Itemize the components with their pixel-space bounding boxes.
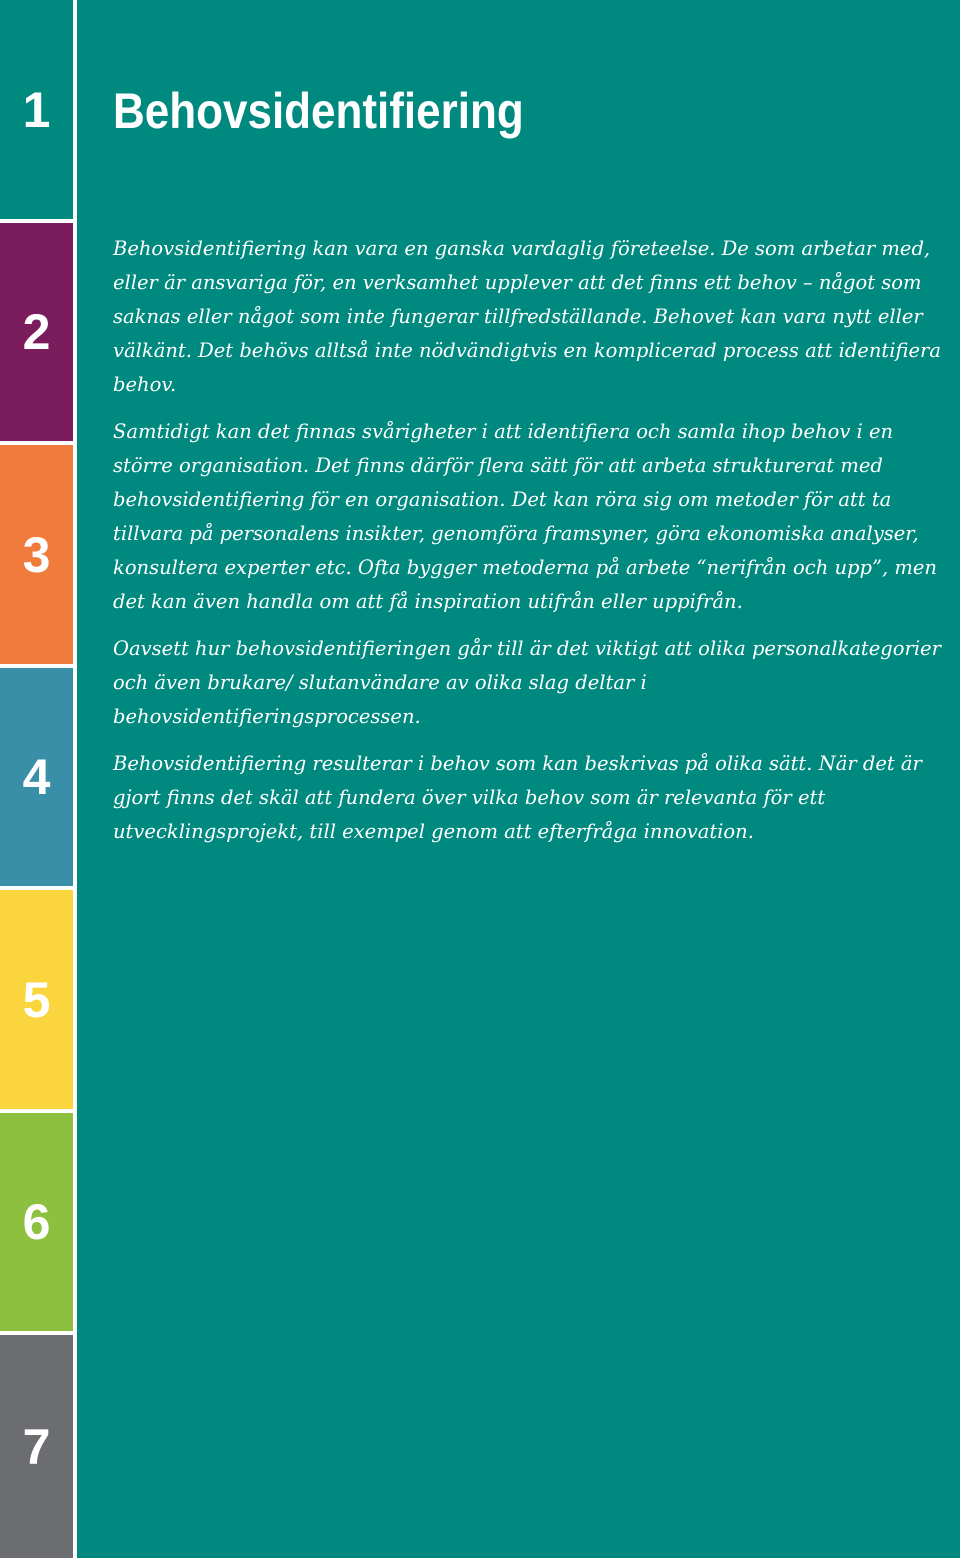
chapter-tabs [0, 0, 73, 1558]
chapter-content [77, 0, 960, 1558]
body-text [113, 232, 955, 862]
chapter-tab-2[interactable]: 2 [0, 223, 73, 441]
chapter-tab-3[interactable]: 3 [0, 445, 73, 664]
chapter-tab-5[interactable]: 5 [0, 890, 73, 1109]
chapter-tab-7[interactable]: 7 [0, 1335, 73, 1558]
paragraph: Behovsidentifiering kan vara en ganska vardaglig företeelse. De som arbetar med, eller är ansvariga för, en verksamhet upplever att det finns ett behov – något som saknas eller något som inte fungerar tillfredställande. Behovet kan vara nytt eller välkänt. Det behövs alltså inte nödvändigtvis en komplicerad process att identifiera behov. [113, 237, 941, 396]
paragraph: Behovsidentifiering resulterar i behov som kan beskrivas på olika sätt. När det är gjort finns det skäl att fundera över vilka behov som är relevanta för ett utvecklingsprojekt, till exempel genom att efterfråga innovation. [113, 752, 922, 843]
chapter-tab-4[interactable]: 4 [0, 668, 73, 886]
paragraph: Samtidigt kan det finnas svårigheter i att identifiera och samla ihop behov i en större organisation. Det finns därför flera sätt för att arbeta strukturerat med behovsidentifiering för en organisation. Det kan röra sig om metoder för att ta tillvara på personalens insikter, genomföra framsyner, göra ekonomiska analyser, konsultera experter etc. Ofta bygger metoderna på arbete “nerifrån och upp”, men det kan även handla om att få inspiration utifrån eller uppifrån. [113, 420, 937, 613]
chapter-tab-1[interactable]: 1 [0, 0, 73, 219]
page-title: Behovsidentifiering [113, 83, 524, 139]
chapter-tab-6[interactable]: 6 [0, 1113, 73, 1331]
paragraph: Oavsett hur behovsidentifieringen går till är det viktigt att olika personalkategorier och även brukare/ slutanvändare av olika slag deltar i behovsidentifieringsprocessen. [113, 637, 941, 728]
